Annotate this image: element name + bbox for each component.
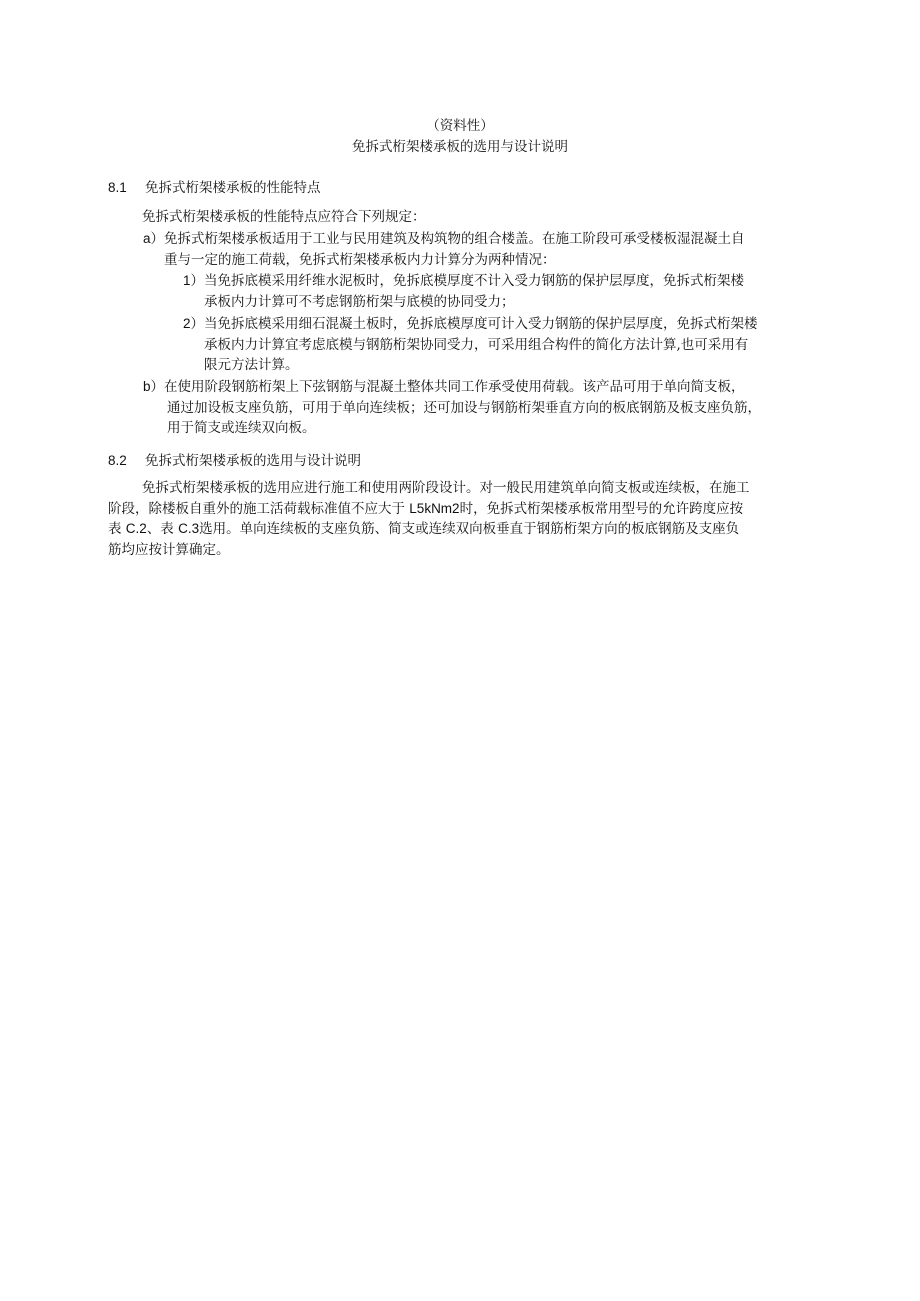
list-marker: a） [143,231,165,246]
section-number: 8.1 [108,180,127,195]
load-value: L5kNm2 [409,500,460,516]
appendix-type: （资料性） [426,118,494,134]
list-item-a: a）免拆式桁架楼承板适用于工业与民用建筑及构筑物的组合楼盖。在施工阶段可承受楼板湿混凝土自 重与一定的施工荷载，免拆式桁架楼承板内力计算分为两种情况： [143,231,745,268]
table-ref: C.3 [178,521,200,536]
sub-item-2: 2）当免拆底模采用细石混凝土板时，免拆底模厚度可计入受力钢筋的保护层厚度，免拆式桁架楼 承板内力计算宜考虑底模与钢筋桁架协同受力，可采用组合构件的简化方法计算,也可采用有 限元方法计算。 [183,316,758,373]
section-title: 免拆式桁架楼承板的选用与设计说明 [145,453,361,469]
list-marker: b） [143,379,165,394]
section-8-1-intro: 免拆式桁架楼承板的性能特点应符合下列规定： [142,209,426,225]
table-ref: C.2 [125,521,147,536]
list-item-b: b）在使用阶段钢筋桁架上下弦钢筋与混凝土整体共同工作承受使用荷载。该产品可用于单向简支板， 通过加设板支座负筋，可用于单向连续板；还可加设与钢筋桁架垂直方向的板底钢筋及板支座负筋， 用于简支或连续双向板。 [143,379,761,436]
section-number: 8.2 [108,453,127,468]
section-title: 免拆式桁架楼承板的性能特点 [145,180,321,196]
section-8-2-heading [108,451,361,471]
list-marker: 1） [183,273,205,288]
list-marker: 2） [183,316,205,331]
appendix-title: 免拆式桁架楼承板的选用与设计说明 [352,139,568,155]
section-8-2-paragraph: 免拆式桁架楼承板的选用应进行施工和使用两阶段设计。对一般民用建筑单向简支板或连续板，在施工 阶段，除楼板自重外的施工活荷载标准值不应大于 L5kNm2时，免拆式桁架楼承板常用型号的允许跨度应按 表 C.2、表 C.3选用。单向连续板的支座负筋、简支或连续双向板垂直于钢筋桁架方向的板底钢筋及支座负 筋均应按计算确定。 [108,480,750,558]
sub-item-1: 1）当免拆底模采用纤维水泥板时，免拆底模厚度不计入受力钢筋的保护层厚度，免拆式桁架楼 承板内力计算可不考虑钢筋桁架与底模的协同受力； [183,273,745,310]
section-8-1-heading [108,178,321,198]
appendix-heading [0,116,920,158]
